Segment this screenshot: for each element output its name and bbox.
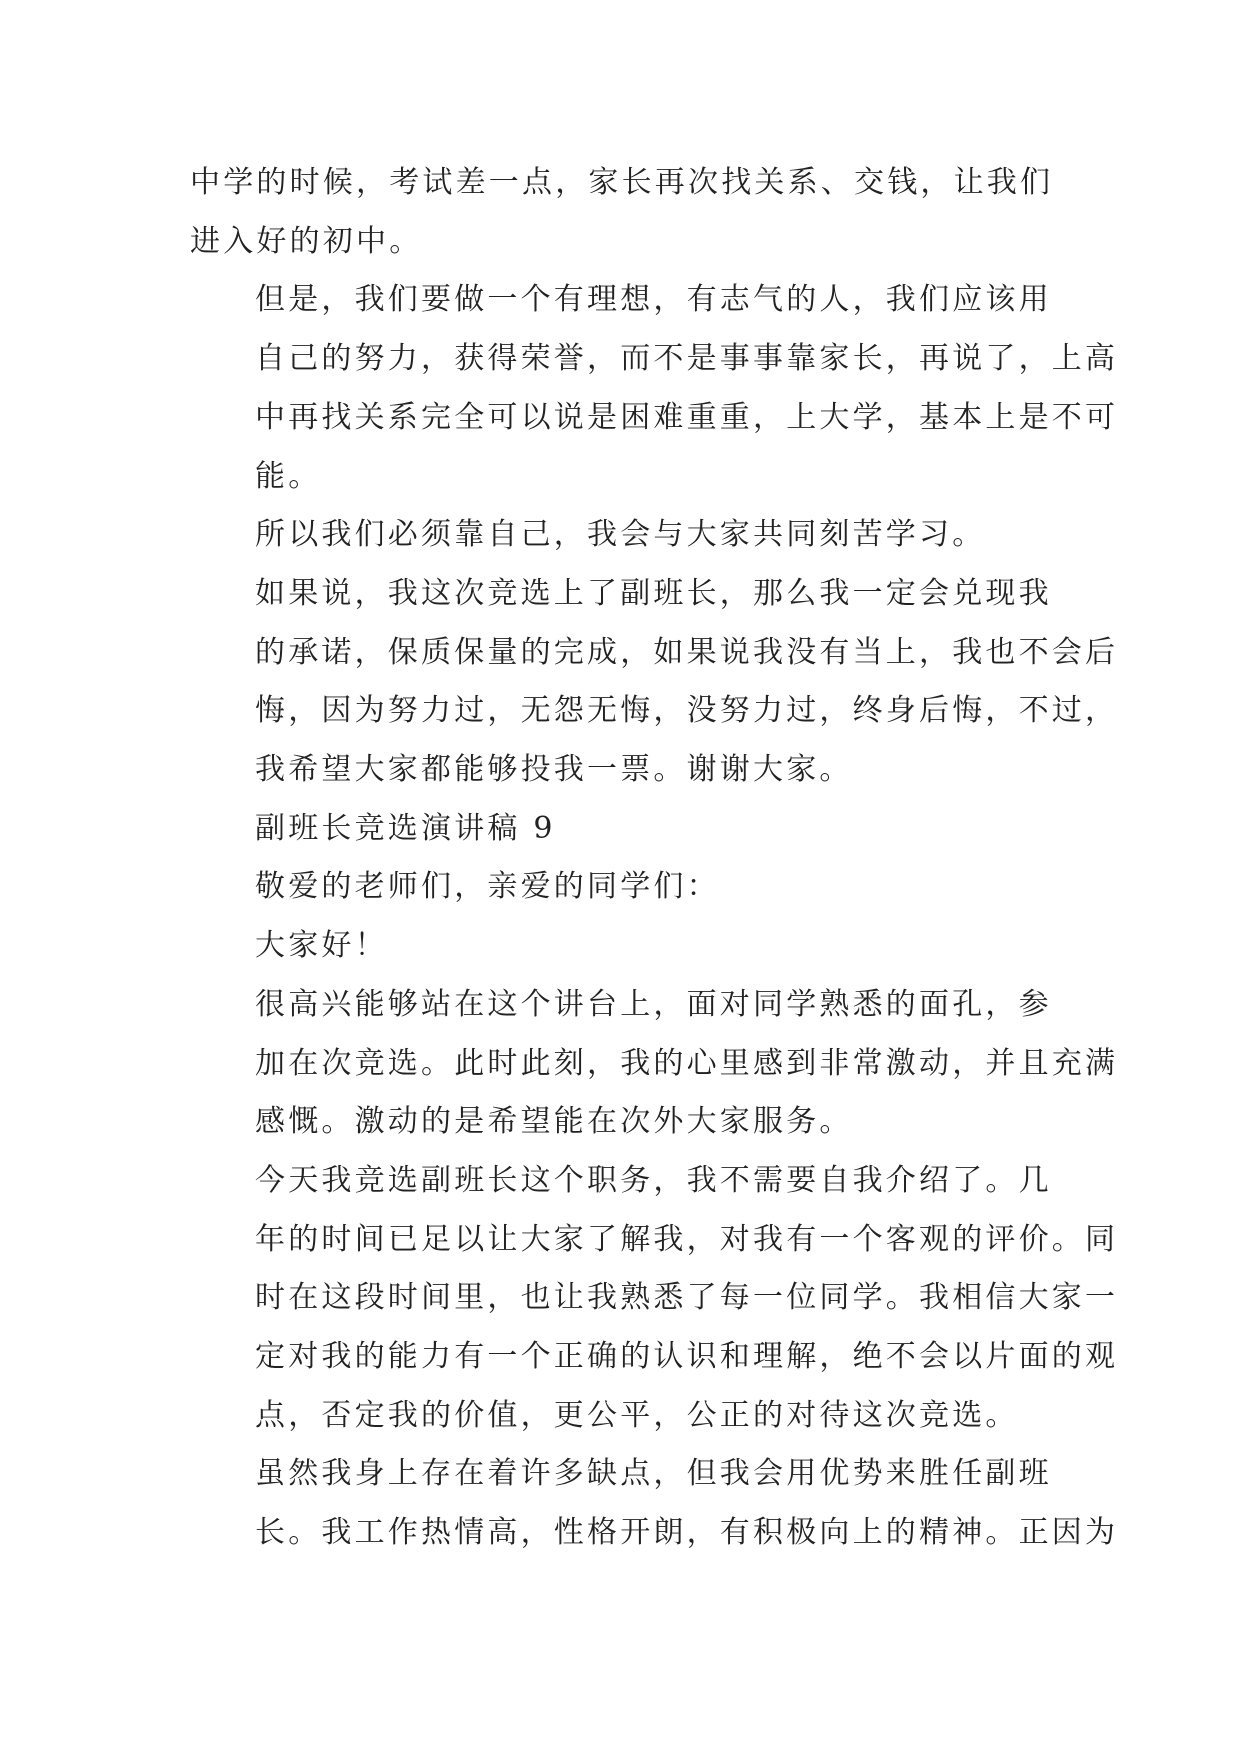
text-line: 年的时间已足以让大家了解我，对我有一个客观的评价。同 bbox=[255, 1221, 1119, 1257]
text-line: 敬爱的老师们，亲爱的同学们： bbox=[255, 869, 720, 905]
text-line: 点，否定我的价值，更公平，公正的对待这次竞选。 bbox=[255, 1397, 1019, 1433]
paragraph bbox=[190, 506, 1070, 565]
text-line: 的承诺，保质保量的完成，如果说我没有当上，我也不会后 bbox=[255, 634, 1119, 670]
text-line: 定对我的能力有一个正确的认识和理解，绝不会以片面的观 bbox=[255, 1339, 1119, 1375]
text-line: 进入好的初中。 bbox=[190, 223, 423, 259]
text-line: 所以我们必须靠自己，我会与大家共同刻苦学习。 bbox=[255, 517, 986, 553]
paragraph bbox=[190, 917, 1070, 976]
text-line: 时在这段时间里，也让我熟悉了每一位同学。我相信大家一 bbox=[255, 1280, 1119, 1316]
text-line: 中再找关系完全可以说是困难重重，上大学，基本上是不可 bbox=[255, 399, 1119, 435]
text-line: 自己的努力，获得荣誉，而不是事事靠家长，再说了，上高 bbox=[255, 341, 1119, 377]
document-body bbox=[190, 154, 1119, 1563]
paragraph bbox=[190, 1445, 1119, 1562]
text-line: 能。 bbox=[255, 458, 322, 494]
text-line: 今天我竞选副班长这个职务，我不需要自我介绍了。几 bbox=[255, 1162, 1052, 1198]
text-line: 但是，我们要做一个有理想，有志气的人，我们应该用 bbox=[255, 282, 1052, 318]
text-line: 感慨。激动的是希望能在次外大家服务。 bbox=[255, 1104, 853, 1140]
paragraph bbox=[190, 858, 1070, 917]
paragraph bbox=[190, 800, 1070, 859]
paragraph bbox=[190, 565, 1119, 800]
text-line: 副班长竞选演讲稿 9 bbox=[255, 810, 556, 846]
text-line: 如果说，我这次竞选上了副班长，那么我一定会兑现我 bbox=[255, 575, 1052, 611]
text-line: 悔，因为努力过，无怨无悔，没努力过，终身后悔，不过， bbox=[255, 693, 1119, 729]
text-line: 我希望大家都能够投我一票。谢谢大家。 bbox=[255, 752, 853, 788]
text-line: 很高兴能够站在这个讲台上，面对同学熟悉的面孔，参 bbox=[255, 986, 1052, 1022]
text-line: 加在次竞选。此时此刻，我的心里感到非常激动，并且充满 bbox=[255, 1045, 1119, 1081]
paragraph bbox=[190, 1152, 1119, 1446]
text-line: 长。我工作热情高，性格开朗，有积极向上的精神。正因为 bbox=[255, 1515, 1119, 1551]
paragraph bbox=[190, 271, 1119, 506]
text-line: 大家好！ bbox=[255, 928, 388, 964]
paragraph bbox=[190, 976, 1119, 1152]
text-line: 中学的时候，考试差一点，家长再次找关系、交钱，让我们 bbox=[190, 165, 1054, 200]
paragraph bbox=[190, 154, 1070, 271]
text-line: 虽然我身上存在着许多缺点，但我会用优势来胜任副班 bbox=[255, 1456, 1052, 1492]
